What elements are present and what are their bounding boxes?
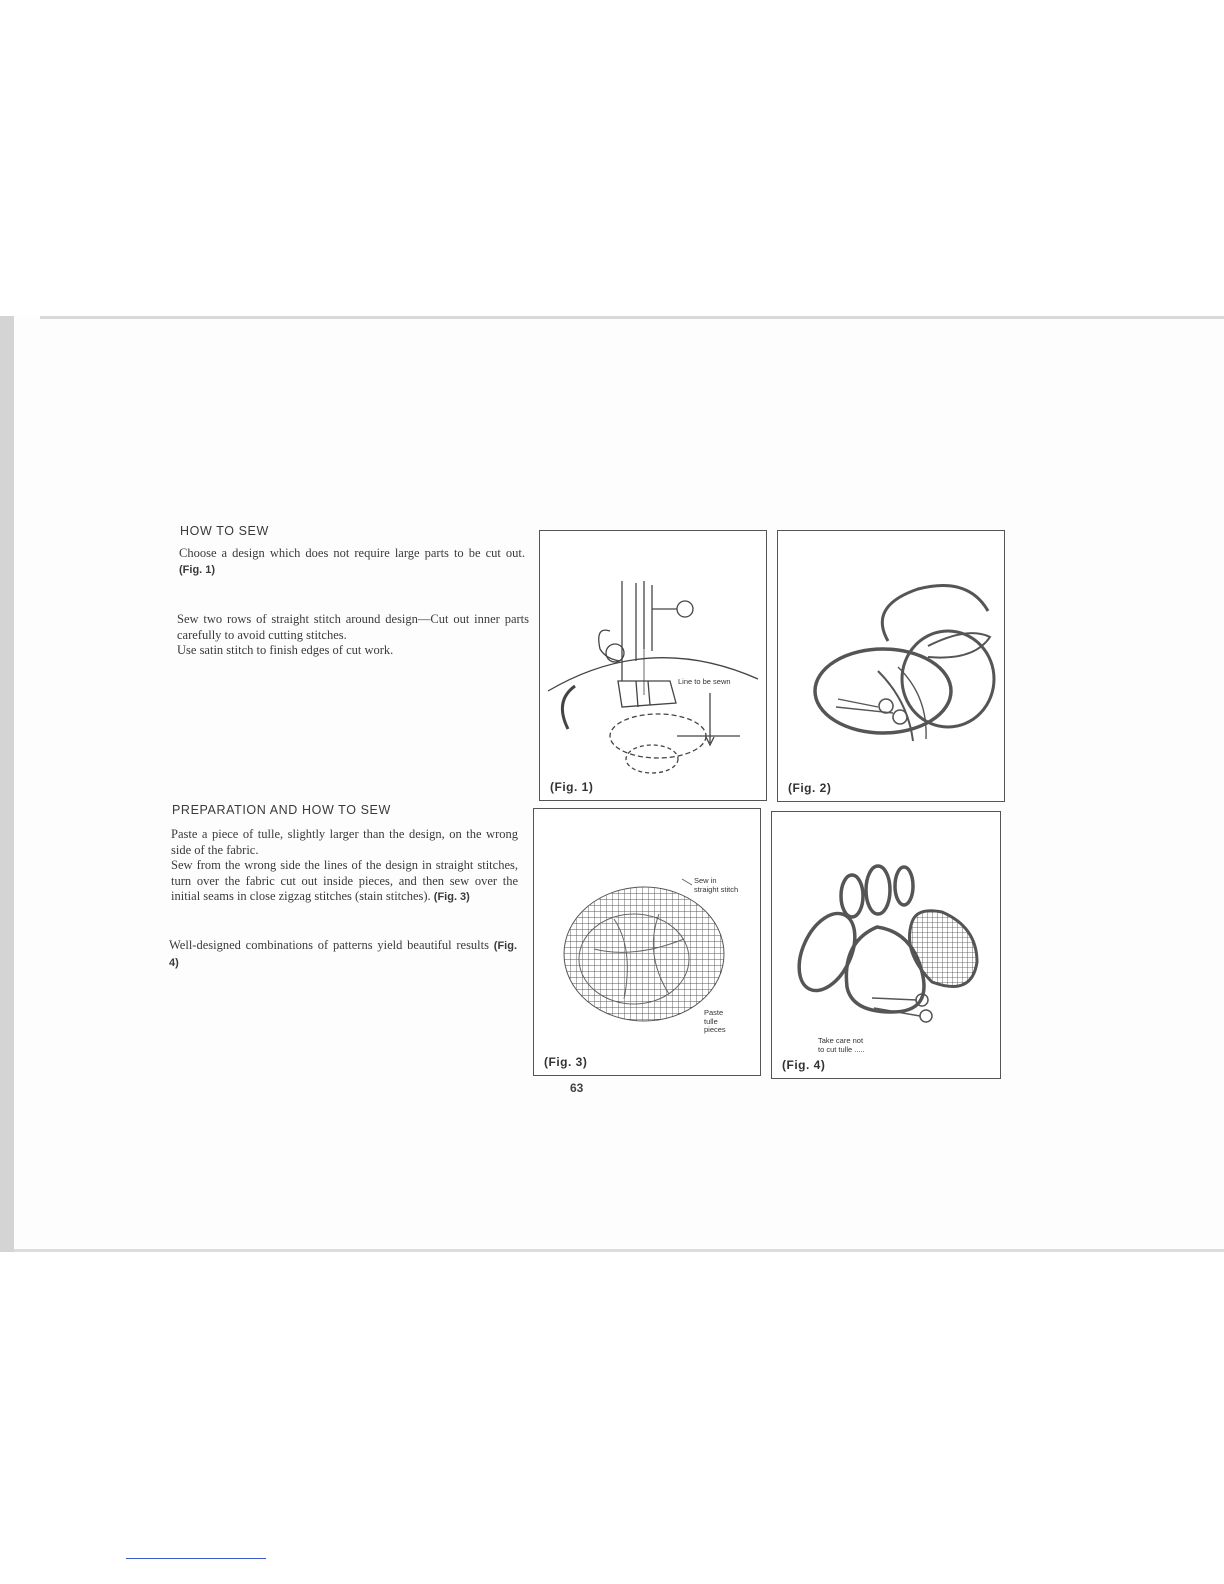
page-top-edge	[40, 316, 1224, 319]
figure-reference: (Fig. 1)	[179, 563, 216, 576]
annotation-line: Take care not	[818, 1036, 864, 1045]
figure-reference: (Fig. 3)	[433, 891, 470, 903]
paragraph-text: Sew two rows of straight stitch around design—Cut out inner parts carefully to avoid cutting stitches.	[177, 612, 529, 642]
figure-reference: (Fig. 4)	[169, 940, 518, 969]
annotation-line: to cut tulle .....	[818, 1044, 865, 1054]
paragraph-text: Choose a design which does not require large parts to be cut out.	[179, 546, 525, 560]
cutwork-scissors-illustration	[778, 531, 1006, 803]
preparation-paragraph-2	[169, 938, 517, 971]
figure-1	[539, 530, 767, 801]
tulle-grid-illustration	[534, 809, 762, 1077]
sew-in-straight-stitch-label	[694, 877, 738, 894]
page-number: 63	[570, 1081, 584, 1095]
page-left-edge	[0, 316, 14, 1252]
figure-4-label: (Fig. 4)	[782, 1058, 826, 1072]
figure-3	[533, 808, 761, 1076]
paw-design-illustration	[772, 812, 1002, 1080]
how-to-sew-paragraph-1	[179, 546, 525, 578]
annotation-line: straight stitch	[694, 884, 739, 894]
how-to-sew-paragraph-2	[177, 612, 529, 659]
preparation-paragraph-1	[171, 827, 518, 906]
figure-2	[777, 530, 1005, 802]
figure-4	[771, 811, 1001, 1079]
annotation-line: pieces	[704, 1025, 726, 1034]
annotation-line: Sew in	[694, 876, 717, 885]
paragraph-text: Well-designed combinations of patterns yield beautiful results	[169, 938, 489, 952]
footer-link-underline	[126, 1558, 266, 1559]
page-bottom-edge	[0, 1249, 1224, 1252]
paragraph-text: Sew from the wrong side the lines of the design in straight stitches, turn over the fabric cut out inside pieces, and then sew over the initial seams in close zigzag stitches (stain stitches).	[171, 858, 518, 903]
figure-1-label: (Fig. 1)	[550, 780, 594, 794]
paste-tulle-pieces-label	[704, 1009, 726, 1035]
paragraph-text: Paste a piece of tulle, slightly larger than the design, on the wrong side of the fabric.	[171, 827, 518, 857]
paragraph-text: Use satin stitch to finish edges of cut work.	[177, 643, 394, 657]
annotation-line: tulle	[704, 1016, 718, 1026]
preparation-heading: PREPARATION AND HOW TO SEW	[172, 803, 391, 817]
how-to-sew-heading: HOW TO SEW	[180, 524, 269, 538]
take-care-label	[818, 1037, 865, 1054]
figure-3-label: (Fig. 3)	[544, 1055, 588, 1069]
presser-foot-illustration	[540, 531, 768, 802]
annotation-line: Paste	[704, 1008, 724, 1017]
line-to-be-sewn-label: Line to be sewn	[678, 677, 731, 686]
figure-2-label: (Fig. 2)	[788, 781, 832, 795]
